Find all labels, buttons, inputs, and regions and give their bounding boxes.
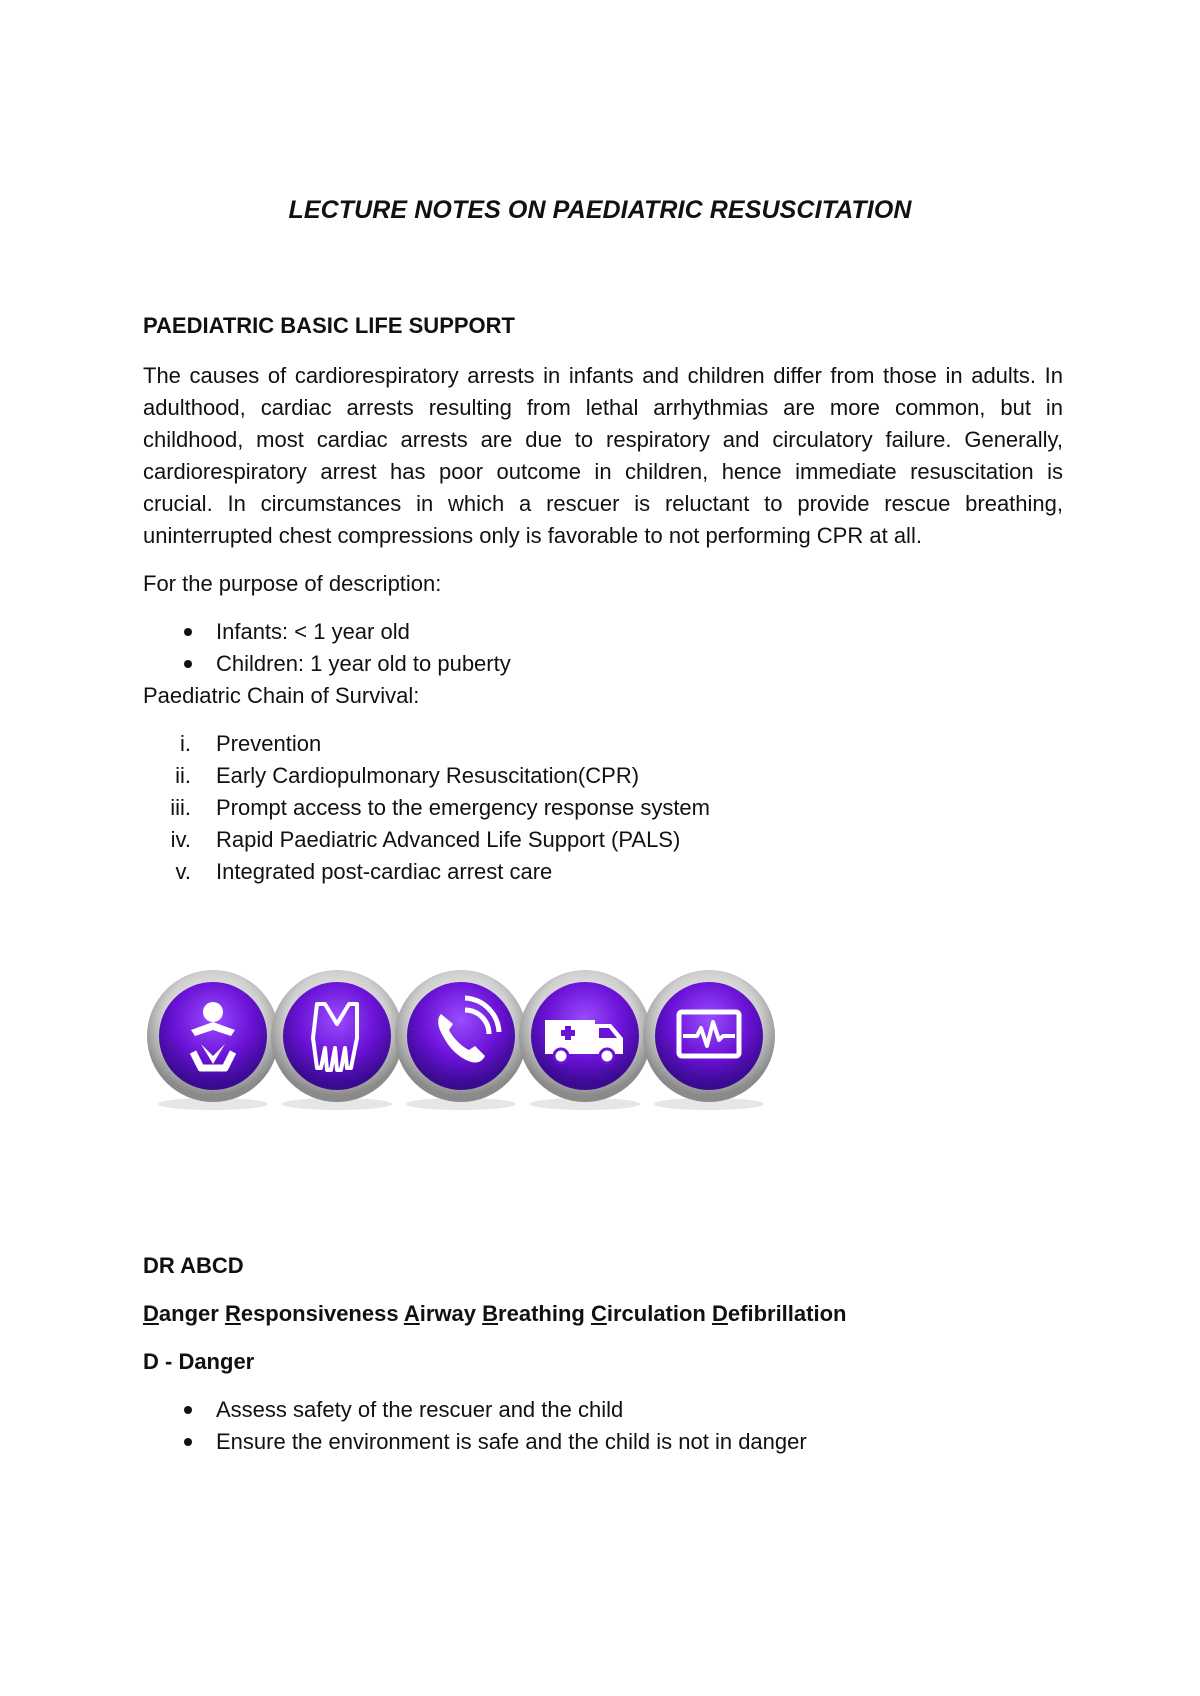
section-heading-basic-life-support: PAEDIATRIC BASIC LIFE SUPPORT bbox=[143, 313, 515, 338]
list-item: i. Prevention bbox=[180, 731, 322, 756]
hands-cpr-icon bbox=[267, 964, 391, 1114]
chain-of-survival-list bbox=[143, 728, 1063, 888]
age-group-list bbox=[143, 616, 1063, 680]
ambulance-icon bbox=[515, 964, 639, 1114]
purpose-intro: For the purpose of description: bbox=[143, 571, 442, 596]
list-item: v. Integrated post-cardiac arrest care bbox=[175, 859, 553, 884]
list-item: Children: 1 year old to puberty bbox=[143, 648, 1063, 680]
list-item: Infants: < 1 year old bbox=[143, 616, 1063, 648]
list-item: iv. Rapid Paediatric Advanced Life Support (PALS) bbox=[170, 827, 681, 852]
list-item: Assess safety of the rescuer and the child bbox=[143, 1394, 1063, 1426]
danger-list bbox=[143, 1394, 1063, 1458]
list-item: Ensure the environment is safe and the child is not in danger bbox=[143, 1426, 1063, 1458]
monitor-ecg-icon bbox=[639, 964, 763, 1114]
child-safety-icon bbox=[143, 964, 267, 1114]
list-item: iii. Prompt access to the emergency response system bbox=[170, 795, 710, 820]
chain-of-survival-icons bbox=[143, 964, 1063, 1124]
acronym-line: Danger Responsiveness Airway Breathing Circulation Defibrillation bbox=[143, 1301, 847, 1326]
danger-heading: D - Danger bbox=[143, 1349, 255, 1374]
phone-icon bbox=[391, 964, 515, 1114]
section-heading-dr-abcd: DR ABCD bbox=[143, 1253, 244, 1278]
chain-heading: Paediatric Chain of Survival: bbox=[143, 683, 420, 708]
list-item: ii. Early Cardiopulmonary Resuscitation(CPR) bbox=[175, 763, 640, 788]
document-title: LECTURE NOTES ON PAEDIATRIC RESUSCITATION bbox=[288, 196, 912, 224]
intro-paragraph: The causes of cardiorespiratory arrests in infants and children differ from those in adults. In adulthood, cardiac arrests resulting from lethal arrhythmias are more common, but in childhood, most cardiac arrests are due to respiratory and circulatory failure. Generally, cardiorespiratory arrest has poor outcome in children, hence immediate resuscitation is crucial. In circumstances in which a rescuer is reluctant to provide rescue breathing, uninterrupted chest compressions only is favorable to not performing CPR at all. bbox=[143, 363, 1063, 548]
document-body bbox=[143, 310, 1063, 1458]
